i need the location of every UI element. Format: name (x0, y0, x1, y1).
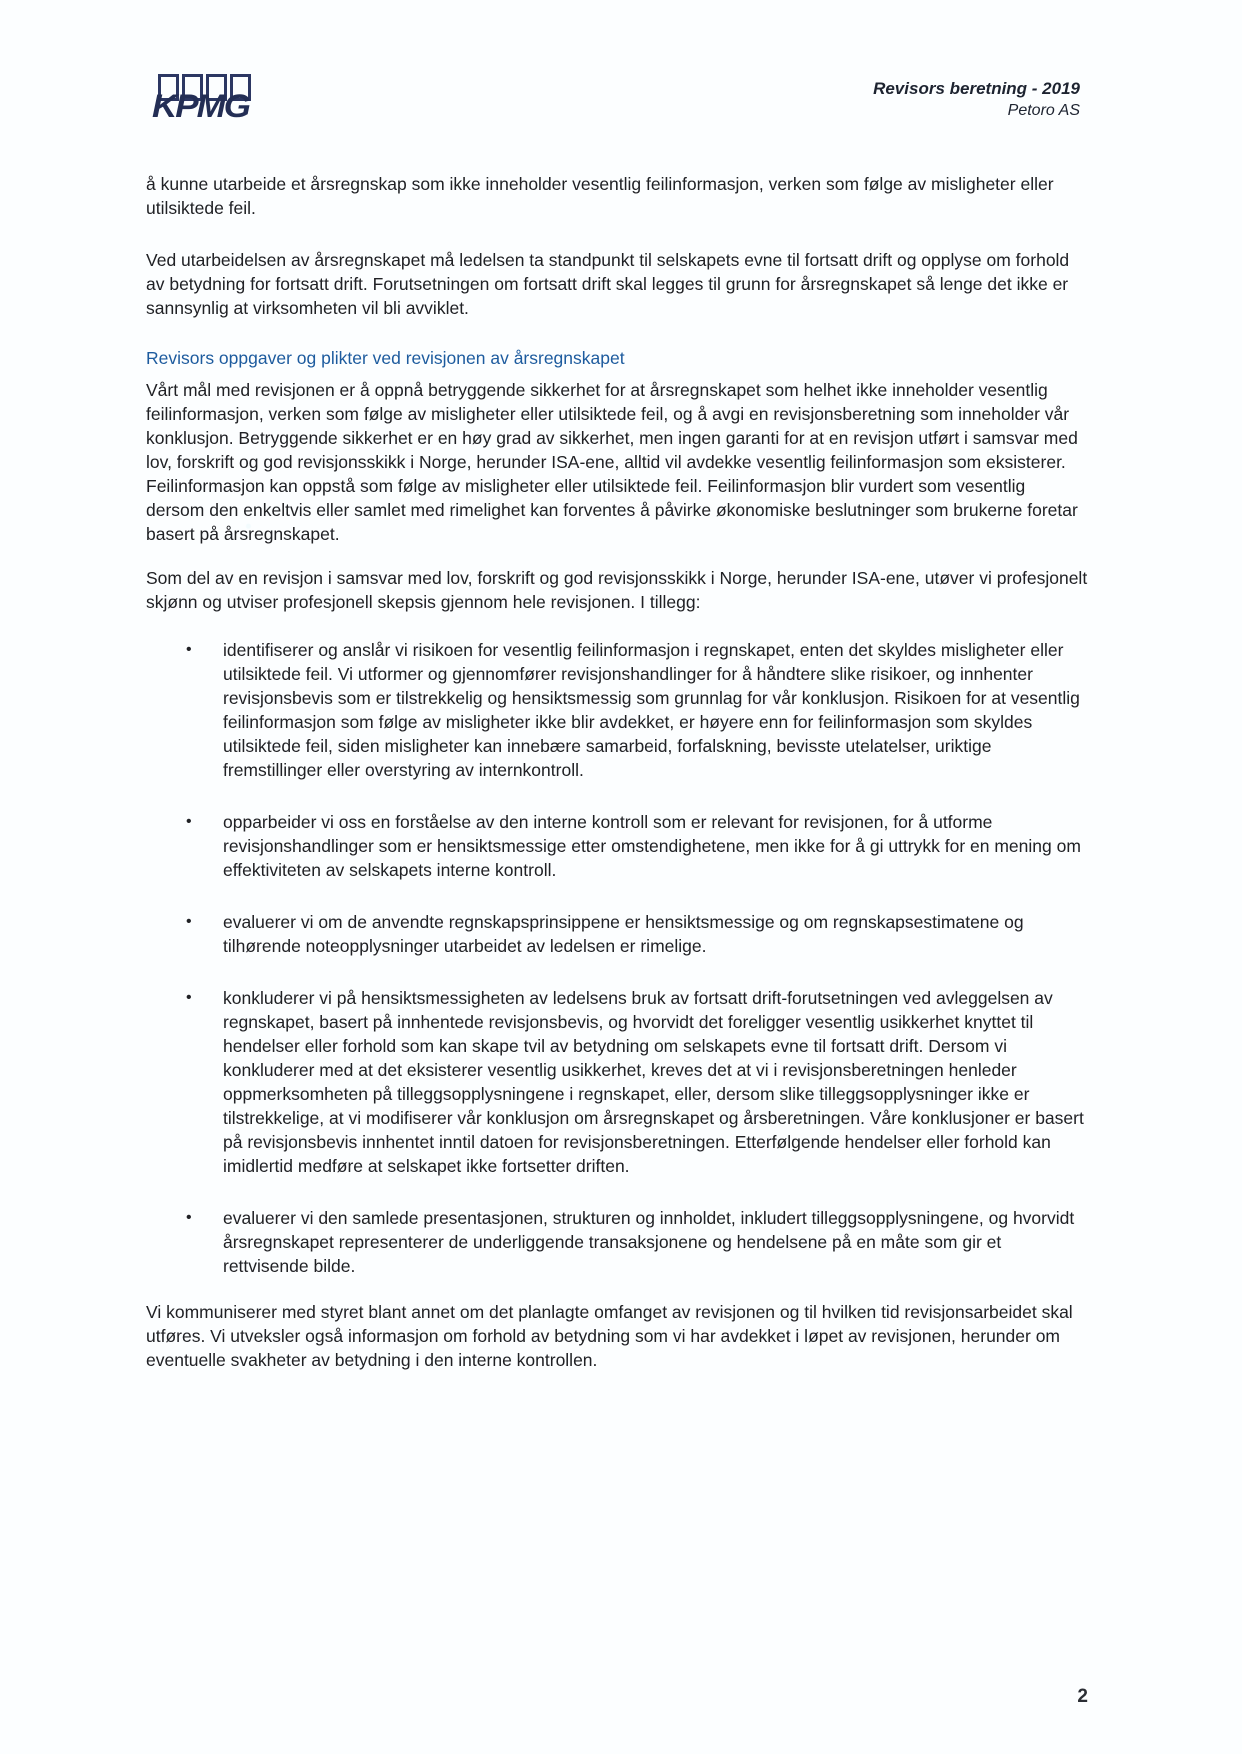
report-title: Revisors beretning - 2019 (873, 79, 1080, 98)
paragraph-board-communication: Vi kommuniserer med styret blant annet om det planlagte omfanget av revisjonen og til hvilken tid revisjonsarbeidet skal utføres. Vi utveksler også informasjon om forhold av betydning som vi har avdekket i løpet av revisjonen, herunder om eventuelle svakheter av betydning i den interne kontrollen. (146, 1302, 1073, 1370)
section-heading-auditor-responsibilities: Revisors oppgaver og plikter ved revisjonen av årsregnskapet (146, 348, 625, 368)
paragraph-management-responsibility-cont: å kunne utarbeide et årsregnskap som ikke inneholder vesentlig feilinformasjon, verken som følge av misligheter eller utilsiktede feil. (146, 174, 1054, 218)
list-item-internal-control: • opparbeider vi oss en forståelse av den interne kontroll som er relevant for revisjonen, for å utforme revisjonshandlinger som er hensiktsmessige etter omstendighetene, men ikke for å gi uttrykk for en mening om effektiviteten av selskapets interne kontroll. (186, 810, 1088, 882)
list-item-accounting-principles: • evaluerer vi om de anvendte regnskapsprinsippene er hensiktsmessige og om regnskapsestimatene og tilhørende noteopplysninger utarbeidet av ledelsen er rimelige. (186, 910, 1088, 958)
page-number: 2 (1077, 1686, 1088, 1707)
kpmg-logo-text: KPMG (152, 88, 249, 125)
paragraph-going-concern: Ved utarbeidelsen av årsregnskapet må ledelsen ta standpunkt til selskapets evne til fortsatt drift og opplyse om forhold av betydning for fortsatt drift. Forutsetningen om fortsatt drift skal legges til grunn for årsregnskapet så lenge det ikke er sannsynlig at virksomheten vil bli avviklet. (146, 250, 1070, 318)
audit-tasks-bullet-list (186, 638, 1088, 1278)
list-item-overall-presentation: • evaluerer vi den samlede presentasjonen, strukturen og innholdet, inkludert tilleggsopplysningene, og hvorvidt årsregnskapet representerer de underliggende transaksjonene og hendelsene på en måte som gir et rettvisende bilde. (186, 1206, 1088, 1278)
paragraph-audit-standards-intro: Som del av en revisjon i samsvar med lov, forskrift og god revisjonsskikk i Norge, herunder ISA-ene, utøver vi profesjonelt skjønn og utviser profesjonell skepsis gjennom hele revisjonen. I tillegg: (146, 568, 1088, 612)
paragraph-audit-objective: Vårt mål med revisjonen er å oppnå betryggende sikkerhet for at årsregnskapet som helhet ikke inneholder vesentlig feilinformasjon, verken som følge av misligheter eller utilsiktede feil, og å avgi en revisjonsberetning som inneholder vår konklusjon. Betryggende sikkerhet er en høy grad av sikkerhet, men ingen garanti for at en revisjon utført i samsvar med lov, forskrift og god revisjonsskikk i Norge, herunder ISA-ene, alltid vil avdekke vesentlig feilinformasjon som eksisterer. Feilinformasjon kan oppstå som følge av misligheter eller utilsiktede feil. Feilinformasjon blir vurdert som vesentlig dersom den enkeltvis eller samlet med rimelighet kan forventes å påvirke økonomiske beslutninger som brukerne foretar basert på årsregnskapet. (146, 380, 1078, 544)
kpmg-logo (152, 72, 256, 128)
document-header (873, 78, 1080, 122)
list-item-risk-identification: • identifiserer og anslår vi risikoen for vesentlig feilinformasjon i regnskapet, enten det skyldes misligheter eller utilsiktede feil. Vi utformer og gjennomfører revisjonshandlinger for å håndtere slike risikoer, og innhenter revisjonsbevis som er tilstrekkelig og hensiktsmessig som grunnlag for vår konklusjon. Risikoen for at vesentlig feilinformasjon som følge av misligheter ikke blir avdekket, er høyere enn for feilinformasjon som skyldes utilsiktede feil, siden misligheter kan innebære samarbeid, forfalskning, bevisste utelatelser, uriktige fremstillinger eller overstyring av internkontroll. (186, 638, 1088, 782)
list-item-going-concern-conclusion: • konkluderer vi på hensiktsmessigheten av ledelsens bruk av fortsatt drift-forutsetningen ved avleggelsen av regnskapet, basert på innhentede revisjonsbevis, og hvorvidt det foreligger vesentlig usikkerhet knyttet til hendelser eller forhold som kan skape tvil av betydning om selskapets evne til fortsatt drift. Dersom vi konkluderer med at det eksisterer vesentlig usikkerhet, kreves det at vi i revisjonsberetningen henleder oppmerksomheten på tilleggsopplysningene i regnskapet, eller, dersom slike tilleggsopplysninger ikke er tilstrekkelige, at vi modifiserer vår konklusjon om årsregnskapet og årsberetningen. Våre konklusjoner er basert på revisjonsbevis innhentet inntil datoen for revisjonsberetningen. Etterfølgende hendelser eller forhold kan imidlertid medføre at selskapet ikke fortsetter driften. (186, 986, 1088, 1178)
company-name: Petoro AS (1007, 102, 1080, 119)
document-body (146, 172, 1088, 1398)
